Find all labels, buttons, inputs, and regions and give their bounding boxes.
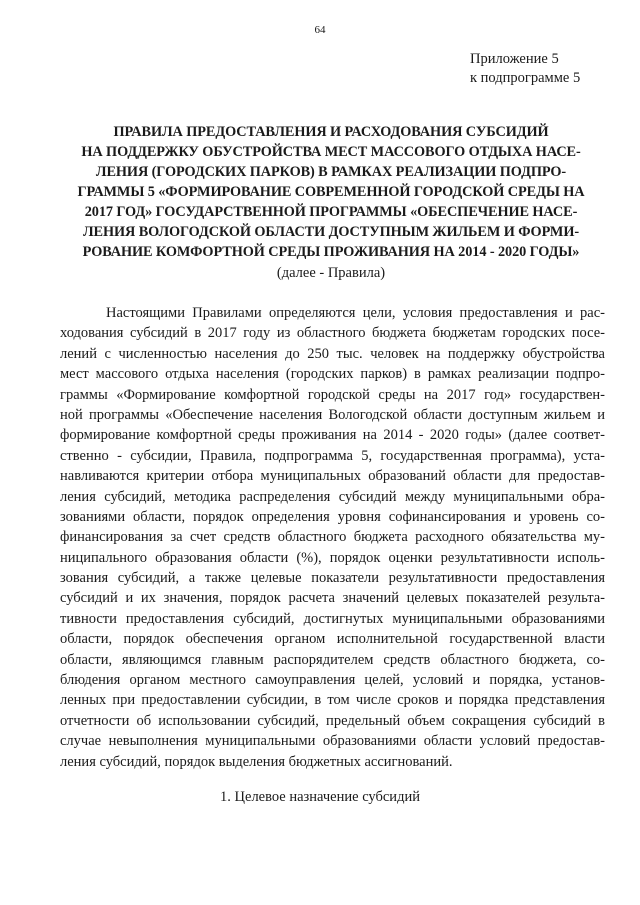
title-line: НА ПОДДЕРЖКУ ОБУСТРОЙСТВА МЕСТ МАССОВОГО ОТДЫХА НАСЕ- bbox=[81, 144, 581, 160]
paragraph-line: блюдения органом местного самоуправления целей, условий и порядка, установ- bbox=[60, 672, 605, 689]
title-line: РОВАНИЕ КОМФОРТНОЙ СРЕДЫ ПРОЖИВАНИЯ НА 2014 - 2020 ГОДЫ» bbox=[82, 244, 580, 260]
page-number: 64 bbox=[314, 24, 326, 36]
paragraph-line: области, являющимся главным распорядителем средств областного бюджета, со- bbox=[60, 651, 605, 668]
appendix-line: к подпрограмме 5 bbox=[470, 70, 581, 86]
section-heading: 1. Целевое назначение субсидий bbox=[220, 789, 420, 805]
paragraph-line: ниципального образования области (%), порядок оценки результативности исполь- bbox=[60, 549, 605, 566]
paragraph-line: Настоящими Правилами определяются цели, условия предоставления и рас- bbox=[106, 305, 605, 321]
paragraph-line: области, порядок обеспечения органом исполнительной государственной власти bbox=[60, 631, 605, 648]
paragraph-line: ления субсидий, методика распределения субсидий между муниципальными обра- bbox=[60, 488, 605, 505]
paragraph-line: навливаются критерии отбора муниципальных образований области для предостав- bbox=[60, 468, 605, 485]
paragraph-line: ленных при предоставлении субсидии, в том числе сроков и порядка представления bbox=[60, 692, 605, 709]
paragraph-line: случае невыполнения муниципальными образованиями области условий предостав- bbox=[60, 733, 605, 750]
paragraph-line: ной программы «Обеспечение населения Вологодской области доступным жильем и bbox=[60, 406, 605, 423]
paragraph-line: зования субсидий, а также целевые показатели результативности предоставления bbox=[60, 570, 605, 587]
paragraph-line: субсидий и их значения, порядок расчета значений целевых показателей результа- bbox=[60, 590, 605, 607]
paragraph-line: лений с численностью населения до 250 тыс. человек на поддержку обустройства bbox=[60, 345, 605, 362]
appendix-note bbox=[470, 50, 580, 88]
paragraph-line: мест массового отдыха населения (городских парков) в рамках реализации подпро- bbox=[60, 366, 605, 383]
title-line: 2017 ГОД» ГОСУДАРСТВЕННОЙ ПРОГРАММЫ «ОБЕСПЕЧЕНИЕ НАСЕ- bbox=[84, 204, 578, 220]
paragraph-line: ления субсидий, порядок выделения бюджетных ассигнований. bbox=[60, 753, 453, 770]
body-paragraph bbox=[60, 303, 605, 772]
paragraph-line: финансирования за счет средств областного бюджета расходного обязательства му- bbox=[60, 529, 605, 546]
paragraph-line: отчетности об использовании субсидий, предельный объем сокращения субсидий в bbox=[60, 712, 605, 729]
paragraph-line: ходования субсидий в 2017 году из областного бюджета бюджетам городских посе- bbox=[60, 325, 605, 342]
paragraph-line: формирование комфортной среды проживания на 2014 - 2020 годы» (далее соответ- bbox=[60, 427, 605, 444]
title-line: ЛЕНИЯ ВОЛОГОДСКОЙ ОБЛАСТИ ДОСТУПНЫМ ЖИЛЬЕМ И ФОРМИ- bbox=[82, 224, 580, 240]
document-title bbox=[60, 122, 602, 262]
paragraph-line: ственно - субсидии, Правила, подпрограмма 5, государственная программа), уста- bbox=[60, 447, 605, 464]
title-line: ЛЕНИЯ (ГОРОДСКИХ ПАРКОВ) В РАМКАХ РЕАЛИЗАЦИИ ПОДПРО- bbox=[95, 164, 567, 180]
appendix-line: Приложение 5 bbox=[470, 51, 559, 67]
paragraph-line: зованиями области, порядок определения уровня софинансирования и уровень со- bbox=[60, 508, 605, 525]
title-line: ГРАММЫ 5 «ФОРМИРОВАНИЕ СОВРЕМЕННОЙ ГОРОДСКОЙ СРЕДЫ НА bbox=[77, 184, 585, 200]
paragraph-line: граммы «Формирование комфортной городской среды на 2017 год» государствен- bbox=[60, 386, 605, 403]
paragraph-line: тивности предоставления субсидий, достигнутых муниципальными образованиями bbox=[60, 610, 605, 627]
title-line: ПРАВИЛА ПРЕДОСТАВЛЕНИЯ И РАСХОДОВАНИЯ СУБСИДИЙ bbox=[113, 124, 549, 140]
document-subtitle: (далее - Правила) bbox=[276, 265, 386, 281]
